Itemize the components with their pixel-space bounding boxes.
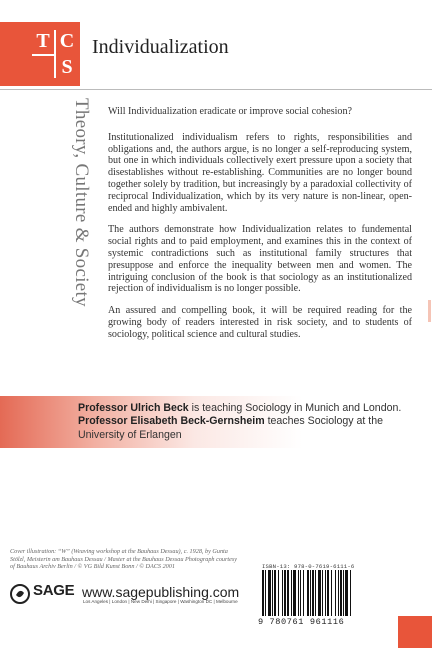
series-title-text: Theory, Culture & Society	[71, 98, 92, 307]
logo-letter-c: C	[59, 30, 75, 52]
blurb-paragraph-1: Institutionalized individualism refers to rights, responsibilities and obligations and, the authors argue, is no longer a self-reproducing system, but one in which individuals collectively exert pressure upon a society that disestablishes without re-establishing. Communities are no longer bound together solely by tradition, but increasingly by a paradoxial collectivity of reciprocal Individualization, which by its very nature is non-linear, open-ended and highly ambivalent.	[108, 131, 412, 214]
publisher-name	[33, 582, 74, 599]
blurb-paragraph-3: An assured and compelling book, it will be required reading for the growing body of readers interested in risk society, and to students of sociology, political science and cultural studies.	[108, 305, 412, 340]
author-1-text: is teaching Sociology in Munich and London.	[188, 402, 402, 414]
logo-letter-t: T	[36, 30, 50, 52]
barcode	[260, 570, 386, 620]
tcs-logo	[0, 22, 80, 86]
logo-letter-s: S	[61, 56, 73, 78]
blurb	[108, 106, 412, 351]
author-2-text: teaches Sociology at the University of Erlangen	[78, 415, 384, 441]
series-title	[72, 98, 96, 368]
logo-divider-vertical	[54, 30, 56, 78]
author-2-name: Professor Elisabeth Beck-Gernsheim	[78, 415, 265, 428]
cover-credit: Cover illustration: “W” (Weaving workshop at the Bauhaus Dessau), c. 1928, by Gunta Stölzl, Meisterin am Bauhaus Dessau / Master at the Bauhaus Dessau Photograph courtesy of Bauhaus Archiv Berlin / © VG Bild Kunst Bonn / © DACS 2001	[10, 548, 238, 571]
logo-divider	[32, 54, 54, 56]
publisher-name-text: SAGE	[33, 582, 75, 599]
publisher-url: www.sagepublishing.com	[82, 584, 240, 600]
sage-logo-icon	[10, 584, 30, 604]
corner-accent	[398, 616, 432, 648]
barcode-number: 9 780761 961116	[258, 617, 345, 627]
edge-mark	[428, 300, 431, 322]
author-info	[78, 402, 426, 442]
book-title: Individualization	[92, 36, 229, 58]
blurb-paragraph-2: The authors demonstrate how Individualization relates to fundemental social rights and to paid employment, and examines this in the context of systemic contradictions such as institutional family structures that presuppose and enforce the inequality between men and women. The intriguing conclusion of the book is that sociology as an institutionalized rejection of individualism is no longer possible.	[108, 224, 412, 295]
blurb-question: Will Individualization eradicate or improve social cohesion?	[108, 106, 352, 117]
isbn-label: ISBN-13: 978-0-7619-6111-6	[262, 563, 355, 570]
publisher-cities: Los Angeles | London | New Delhi | Singapore | Washington DC | Melbourne	[83, 599, 238, 604]
header-rule	[0, 89, 432, 90]
author-1-name: Professor Ulrich Beck	[78, 402, 189, 414]
